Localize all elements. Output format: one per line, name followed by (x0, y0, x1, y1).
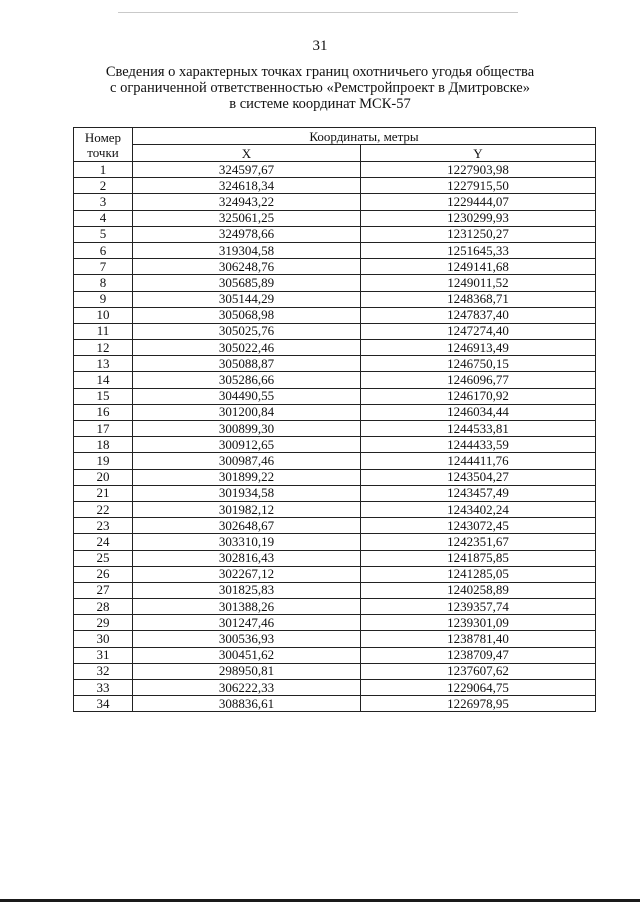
table-row (74, 210, 596, 226)
y-coordinate-cell: 1246750,15 (361, 356, 596, 372)
y-coordinate-cell: 1227903,98 (361, 162, 596, 178)
y-coordinate-cell: 1244533,81 (361, 421, 596, 437)
x-coordinate-cell: 300451,62 (133, 647, 361, 663)
point-number-cell: 25 (74, 550, 133, 566)
x-coordinate-cell: 302648,67 (133, 518, 361, 534)
x-coordinate-cell: 305088,87 (133, 356, 361, 372)
point-number-cell: 28 (74, 599, 133, 615)
document-title (60, 64, 580, 112)
table-row (74, 421, 596, 437)
point-number-cell: 13 (74, 356, 133, 372)
x-coordinate-cell: 300536,93 (133, 631, 361, 647)
y-coordinate-cell: 1243402,24 (361, 501, 596, 517)
y-coordinate-cell: 1248368,71 (361, 291, 596, 307)
y-coordinate-cell: 1242351,67 (361, 534, 596, 550)
point-number-cell: 33 (74, 680, 133, 696)
table-row (74, 275, 596, 291)
point-number-cell: 31 (74, 647, 133, 663)
table-row (74, 356, 596, 372)
y-coordinate-cell: 1251645,33 (361, 242, 596, 258)
title-line-2: с ограниченной ответственностью «Ремстройпроект в Дмитровске» (110, 80, 530, 96)
table-row (74, 226, 596, 242)
y-coordinate-cell: 1240258,89 (361, 582, 596, 598)
y-coordinate-cell: 1247274,40 (361, 323, 596, 339)
point-number-cell: 4 (74, 210, 133, 226)
point-number-cell: 32 (74, 663, 133, 679)
y-coordinate-cell: 1249011,52 (361, 275, 596, 291)
point-number-cell: 20 (74, 469, 133, 485)
point-number-cell: 19 (74, 453, 133, 469)
table-row (74, 323, 596, 339)
x-column-header: X (133, 145, 361, 162)
point-number-cell: 11 (74, 323, 133, 339)
y-coordinate-cell: 1238709,47 (361, 647, 596, 663)
table-row (74, 469, 596, 485)
point-number-cell: 16 (74, 404, 133, 420)
table-row (74, 566, 596, 582)
x-coordinate-cell: 305685,89 (133, 275, 361, 291)
point-number-header-line-1: Номер (84, 129, 122, 145)
point-number-cell: 2 (74, 178, 133, 194)
y-coordinate-cell: 1237607,62 (361, 663, 596, 679)
y-coordinate-cell: 1230299,93 (361, 210, 596, 226)
y-coordinate-cell: 1243504,27 (361, 469, 596, 485)
point-number-header-line-2: точки (87, 144, 119, 160)
coordinates-group-header: Координаты, метры (133, 128, 596, 145)
title-line-1: Сведения о характерных точках границ охотничьего угодья общества (105, 64, 535, 80)
table-row (74, 259, 596, 275)
x-coordinate-cell: 306248,76 (133, 259, 361, 275)
table-row (74, 437, 596, 453)
y-coordinate-cell: 1238781,40 (361, 631, 596, 647)
point-number-cell: 34 (74, 696, 133, 712)
y-coordinate-cell: 1241285,05 (361, 566, 596, 582)
table-row (74, 162, 596, 178)
x-coordinate-cell: 324978,66 (133, 226, 361, 242)
x-coordinate-cell: 300899,30 (133, 421, 361, 437)
table-row (74, 178, 596, 194)
x-coordinate-cell: 305144,29 (133, 291, 361, 307)
x-coordinate-cell: 308836,61 (133, 696, 361, 712)
point-number-cell: 1 (74, 162, 133, 178)
table-row (74, 242, 596, 258)
point-number-cell: 8 (74, 275, 133, 291)
point-number-cell: 7 (74, 259, 133, 275)
table-row (74, 340, 596, 356)
x-coordinate-cell: 301982,12 (133, 501, 361, 517)
x-coordinate-cell: 324597,67 (133, 162, 361, 178)
x-coordinate-cell: 301899,22 (133, 469, 361, 485)
x-coordinate-cell: 302816,43 (133, 550, 361, 566)
y-coordinate-cell: 1226978,95 (361, 696, 596, 712)
y-coordinate-cell: 1231250,27 (361, 226, 596, 242)
top-rule (118, 12, 518, 13)
table-row (74, 518, 596, 534)
point-number-cell: 9 (74, 291, 133, 307)
point-number-cell: 26 (74, 566, 133, 582)
y-coordinate-cell: 1227915,50 (361, 178, 596, 194)
table-row (74, 599, 596, 615)
table-row (74, 291, 596, 307)
point-number-cell: 12 (74, 340, 133, 356)
point-number-cell: 30 (74, 631, 133, 647)
y-coordinate-cell: 1249141,68 (361, 259, 596, 275)
table-row (74, 501, 596, 517)
table-row (74, 485, 596, 501)
y-column-header: Y (361, 145, 596, 162)
bottom-rule (0, 899, 640, 902)
y-coordinate-cell: 1244411,76 (361, 453, 596, 469)
x-coordinate-cell: 302267,12 (133, 566, 361, 582)
table-row (74, 696, 596, 712)
table-row (74, 453, 596, 469)
table-row (74, 615, 596, 631)
x-coordinate-cell: 325061,25 (133, 210, 361, 226)
y-coordinate-cell: 1246913,49 (361, 340, 596, 356)
x-coordinate-cell: 301934,58 (133, 485, 361, 501)
table-row (74, 534, 596, 550)
table-row (74, 582, 596, 598)
x-coordinate-cell: 300912,65 (133, 437, 361, 453)
table-row (74, 647, 596, 663)
title-line-3: в системе координат МСК-57 (229, 96, 411, 112)
x-coordinate-cell: 305286,66 (133, 372, 361, 388)
point-number-header (74, 128, 133, 162)
x-coordinate-cell: 324943,22 (133, 194, 361, 210)
x-coordinate-cell: 300987,46 (133, 453, 361, 469)
y-coordinate-cell: 1229444,07 (361, 194, 596, 210)
x-coordinate-cell: 306222,33 (133, 680, 361, 696)
y-coordinate-cell: 1247837,40 (361, 307, 596, 323)
x-coordinate-cell: 301388,26 (133, 599, 361, 615)
table-row (74, 680, 596, 696)
x-coordinate-cell: 301247,46 (133, 615, 361, 631)
point-number-cell: 17 (74, 421, 133, 437)
coordinates-table-body (74, 162, 596, 712)
y-coordinate-cell: 1243072,45 (361, 518, 596, 534)
y-coordinate-cell: 1246096,77 (361, 372, 596, 388)
y-coordinate-cell: 1246034,44 (361, 404, 596, 420)
point-number-cell: 21 (74, 485, 133, 501)
page-number: 31 (312, 38, 328, 54)
table-row (74, 372, 596, 388)
point-number-cell: 23 (74, 518, 133, 534)
y-coordinate-cell: 1241875,85 (361, 550, 596, 566)
y-coordinate-cell: 1246170,92 (361, 388, 596, 404)
y-coordinate-cell: 1243457,49 (361, 485, 596, 501)
point-number-cell: 6 (74, 242, 133, 258)
point-number-cell: 15 (74, 388, 133, 404)
point-number-cell: 10 (74, 307, 133, 323)
x-coordinate-cell: 298950,81 (133, 663, 361, 679)
point-number-cell: 18 (74, 437, 133, 453)
point-number-cell: 27 (74, 582, 133, 598)
coordinates-table (73, 127, 596, 712)
x-coordinate-cell: 301200,84 (133, 404, 361, 420)
table-row (74, 631, 596, 647)
table-row (74, 404, 596, 420)
point-number-cell: 14 (74, 372, 133, 388)
y-coordinate-cell: 1239301,09 (361, 615, 596, 631)
x-coordinate-cell: 303310,19 (133, 534, 361, 550)
x-coordinate-cell: 319304,58 (133, 242, 361, 258)
table-row (74, 388, 596, 404)
table-row (74, 663, 596, 679)
point-number-cell: 24 (74, 534, 133, 550)
y-coordinate-cell: 1244433,59 (361, 437, 596, 453)
x-coordinate-cell: 305068,98 (133, 307, 361, 323)
x-coordinate-cell: 304490,55 (133, 388, 361, 404)
table-row (74, 194, 596, 210)
point-number-cell: 22 (74, 501, 133, 517)
x-coordinate-cell: 305025,76 (133, 323, 361, 339)
table-row (74, 307, 596, 323)
point-number-cell: 3 (74, 194, 133, 210)
point-number-cell: 29 (74, 615, 133, 631)
x-coordinate-cell: 305022,46 (133, 340, 361, 356)
table-row (74, 550, 596, 566)
point-number-cell: 5 (74, 226, 133, 242)
y-coordinate-cell: 1239357,74 (361, 599, 596, 615)
y-coordinate-cell: 1229064,75 (361, 680, 596, 696)
x-coordinate-cell: 301825,83 (133, 582, 361, 598)
x-coordinate-cell: 324618,34 (133, 178, 361, 194)
